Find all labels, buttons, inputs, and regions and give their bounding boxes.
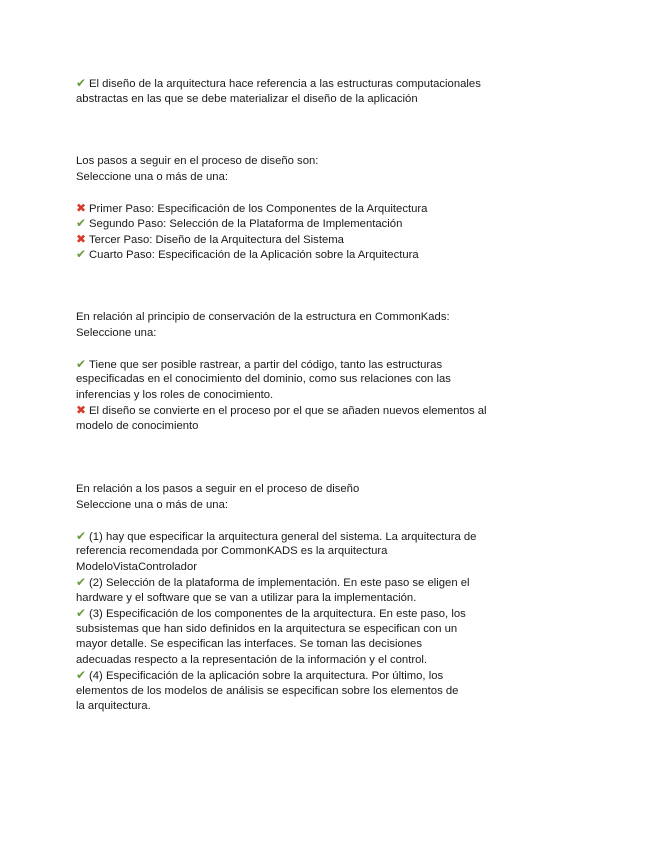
line-text: hardware y el software que se van a utilizar para la implementación. — [76, 591, 417, 604]
line-text: modelo de conocimiento — [76, 419, 199, 432]
text-line — [76, 247, 516, 263]
text-line — [76, 310, 516, 326]
text-line — [76, 637, 516, 653]
line-text: Segundo Paso: Selección de la Plataforma de Implementación — [89, 218, 403, 230]
text-line — [76, 154, 516, 170]
line-text: Primer Paso: Especificación de los Componentes de la Arquitectura — [89, 202, 428, 215]
line-text: (1) hay que especificar la arquitectura general del sistema. La arquitectura de — [89, 530, 477, 543]
line-text: especificadas en el conocimiento del dominio, como sus relaciones con las — [76, 373, 451, 385]
check-mark-icon: ✔ — [76, 606, 87, 620]
text-line — [76, 403, 516, 419]
line-text: referencia recomendada por CommonKADS es la arquitectura — [76, 545, 388, 557]
text-line — [76, 684, 516, 700]
text-line — [76, 185, 516, 201]
line-text: elementos de los modelos de análisis se especifican sobre los elementos de — [76, 684, 459, 697]
check-mark-icon: ✔ — [76, 575, 87, 589]
text-line — [76, 92, 516, 108]
line-text: Tiene que ser posible rastrear, a partir del código, tanto las estructuras — [89, 358, 443, 371]
line-text: En relación a los pasos a seguir en el proceso de diseño — [76, 483, 360, 495]
text-line — [76, 326, 516, 342]
text-line — [76, 498, 516, 514]
line-text: El diseño de la arquitectura hace referencia a las estructuras computacionales — [89, 78, 481, 90]
line-text: Seleccione una o más de una: — [76, 170, 228, 183]
text-line — [76, 170, 516, 186]
text-line — [76, 575, 516, 591]
text-line — [76, 591, 516, 607]
text-line — [76, 529, 516, 545]
check-mark-icon: ✔ — [76, 247, 87, 261]
text-line — [76, 560, 516, 576]
line-text: la arquitectura. — [76, 700, 151, 712]
text-line — [76, 606, 516, 622]
line-text: En relación al principio de conservación de la estructura en CommonKads: — [76, 311, 450, 323]
line-text: (2) Selección de la plataforma de implementación. En este paso se eligen el — [89, 577, 470, 589]
line-text: adecuadas respecto a la representación de la información y el control. — [76, 653, 428, 666]
block-3 — [76, 310, 516, 434]
text-line — [76, 699, 516, 715]
text-line — [76, 622, 516, 638]
line-text: Tercer Paso: Diseño de la Arquitectura del Sistema — [89, 233, 344, 246]
text-line — [76, 232, 516, 248]
text-line — [76, 653, 516, 669]
text-line — [76, 341, 516, 357]
check-mark-icon: ✔ — [76, 216, 87, 230]
text-line — [76, 668, 516, 684]
text-line — [76, 76, 516, 92]
block-2 — [76, 154, 516, 263]
line-text: Cuarto Paso: Especificación de la Aplicación sobre la Arquitectura — [89, 249, 419, 261]
text-line — [76, 372, 516, 388]
line-text: subsistemas que han sido definidos en la arquitectura se especifican con un — [76, 622, 458, 635]
line-text: El diseño se convierte en el proceso por el que se añaden nuevos elementos al — [89, 405, 487, 417]
text-line — [76, 544, 516, 560]
text-line — [76, 482, 516, 498]
line-text: Seleccione una o más de una: — [76, 498, 228, 511]
cross-mark-icon: ✖ — [76, 200, 87, 215]
text-line — [76, 216, 516, 232]
check-mark-icon: ✔ — [76, 356, 87, 371]
line-text: abstractas en las que se debe materializar el diseño de la aplicación — [76, 92, 418, 105]
line-text: inferencias y los roles de conocimiento. — [76, 388, 274, 401]
cross-mark-icon: ✖ — [76, 403, 87, 417]
check-mark-icon: ✔ — [76, 528, 87, 543]
line-text: mayor detalle. Se especifican las interfaces. Se toman las decisiones — [76, 638, 422, 650]
check-mark-icon: ✔ — [76, 76, 87, 90]
line-text: (3) Especificación de los componentes de la arquitectura. En este paso, los — [89, 608, 466, 620]
line-text: Seleccione una: — [76, 326, 157, 339]
line-text: ModeloVistaControlador — [76, 560, 197, 573]
text-line — [76, 513, 516, 529]
block-4 — [76, 482, 516, 715]
text-line — [76, 419, 516, 435]
cross-mark-icon: ✖ — [76, 231, 87, 246]
text-line — [76, 201, 516, 217]
text-line — [76, 388, 516, 404]
line-text: (4) Especificación de la aplicación sobre la arquitectura. Por último, los — [89, 670, 444, 682]
text-line — [76, 357, 516, 373]
block-1 — [76, 76, 516, 107]
check-mark-icon: ✔ — [76, 668, 87, 682]
line-text: Los pasos a seguir en el proceso de diseño son: — [76, 155, 319, 167]
